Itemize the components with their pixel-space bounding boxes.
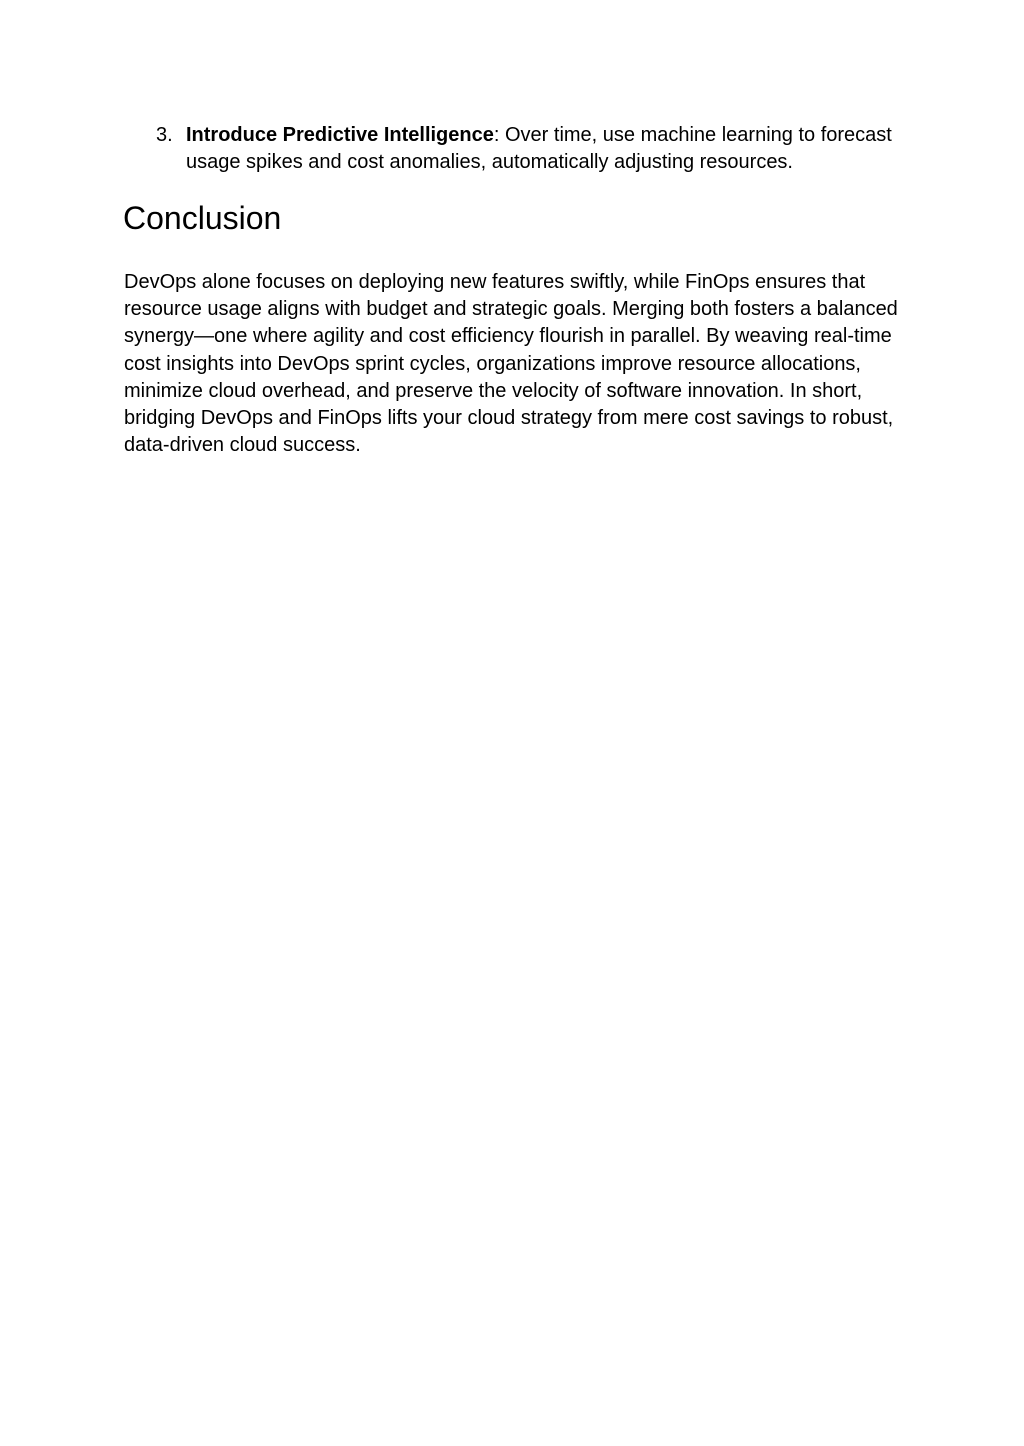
section-heading-conclusion: Conclusion [123,200,282,236]
list-item-description: : Over time, use machine learning to forecast usage spikes and cost anomalies, automatically adjusting resources. [186,124,892,173]
list-item-text [186,122,914,176]
list-item-number: 3. [156,124,173,146]
list-item-term: Introduce Predictive Intelligence [186,124,494,146]
conclusion-paragraph: DevOps alone focuses on deploying new features swiftly, while FinOps ensures that resource usage aligns with budget and strategic goals. Merging both fosters a balanced synergy—one where agility and cost efficiency flourish in parallel. By weaving real-time cost insights into DevOps sprint cycles, organizations improve resource allocations, minimize cloud overhead, and preserve the velocity of software innovation. In short, bridging DevOps and FinOps lifts your cloud strategy from mere cost savings to robust, data-driven cloud success. [124,271,898,457]
numbered-list-item [124,122,914,176]
